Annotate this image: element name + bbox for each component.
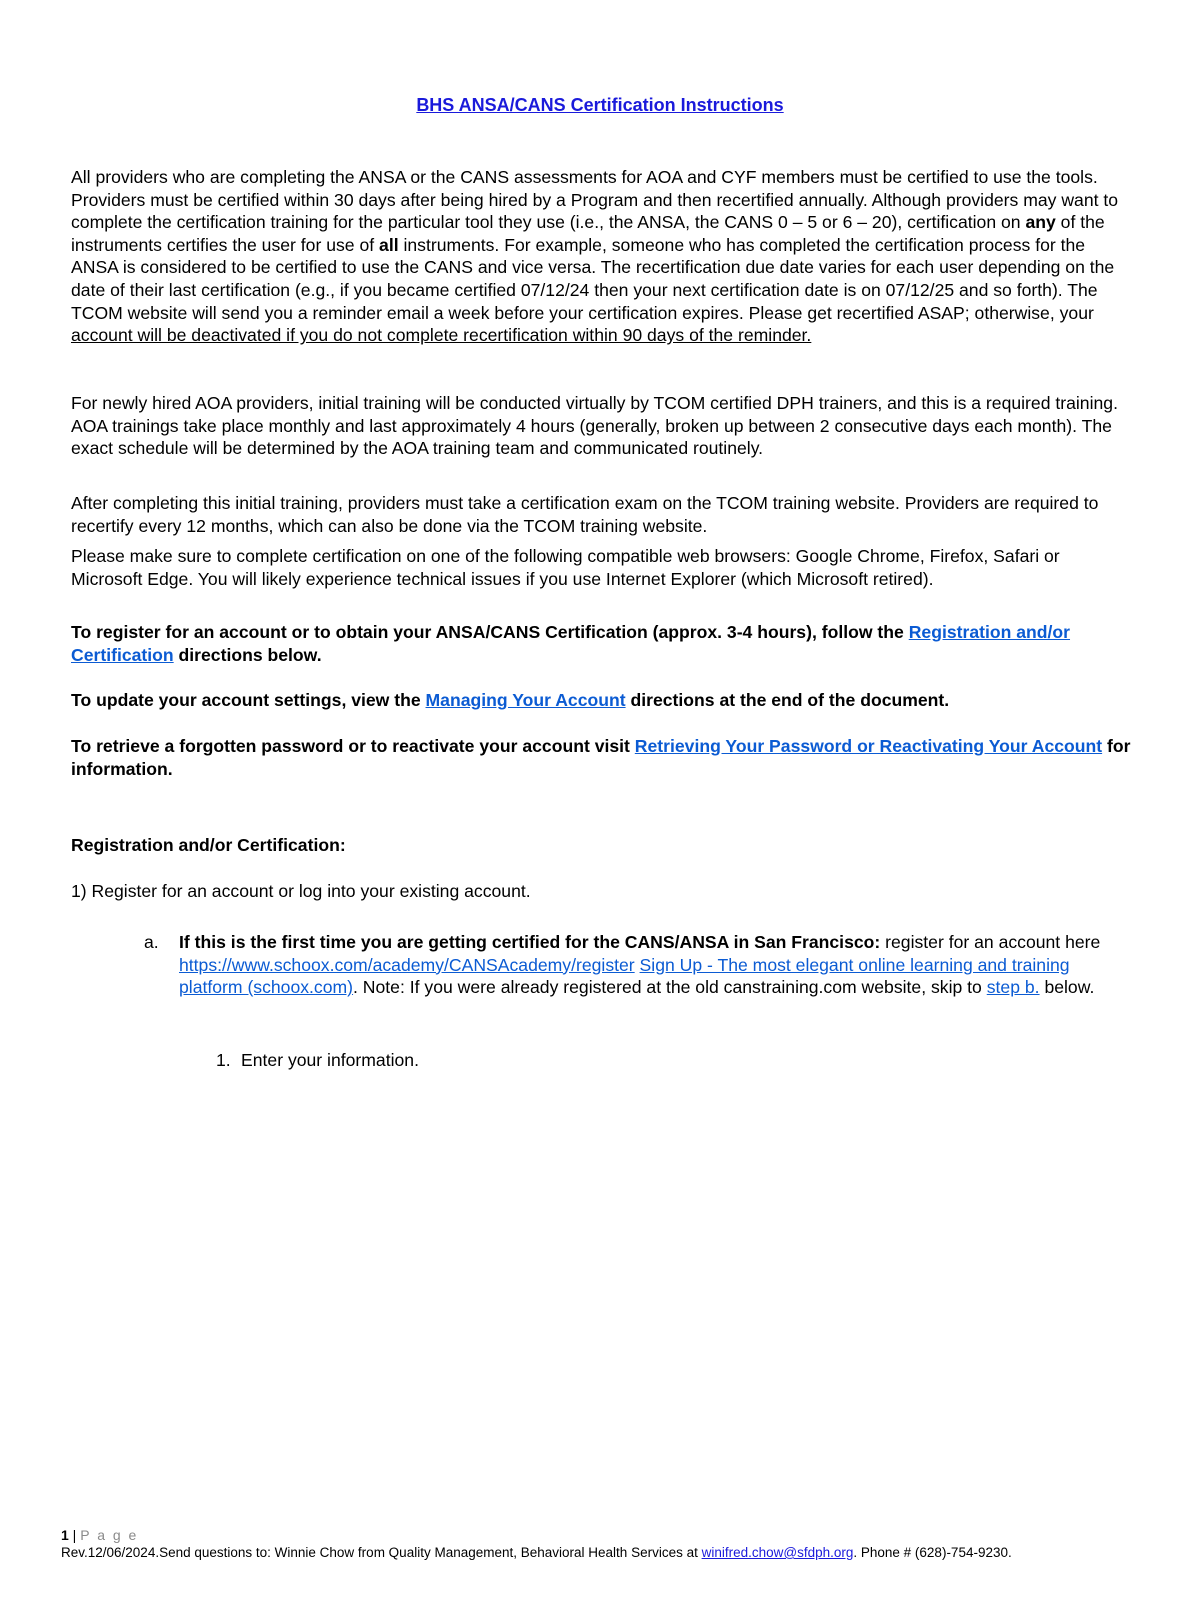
account-post: directions at the end of the document. bbox=[625, 690, 950, 710]
section-heading bbox=[71, 834, 1133, 857]
page-separator: | bbox=[68, 1527, 81, 1543]
list-marker-1: 1. bbox=[216, 1050, 231, 1070]
managing-account-link[interactable]: Managing Your Account bbox=[425, 690, 626, 710]
page-footer bbox=[61, 1526, 1012, 1562]
revision-text: Rev.12/06/2024.Send questions to: Winnie Chow from Quality Management, Behavioral Health Services at bbox=[61, 1545, 702, 1560]
register-instruction bbox=[71, 621, 1133, 666]
password-post: for information. bbox=[71, 736, 1131, 779]
step-one bbox=[71, 880, 1133, 903]
account-pre: To update your account settings, view the bbox=[71, 690, 426, 710]
revision-line bbox=[61, 1544, 1012, 1562]
aoa-training-text: For newly hired AOA providers, initial training will be conducted virtually by TCOM certified DPH trainers, and this is a required training. AOA trainings take place monthly and last approximately 4 hours (generally, broken up between 2 consecutive days each month). The exact schedule will be determined by the AOA training team and communicated routinely. bbox=[71, 393, 1118, 459]
certification-exam-paragraph bbox=[71, 492, 1133, 537]
document-title bbox=[0, 95, 1200, 116]
aoa-training-paragraph bbox=[71, 392, 1133, 460]
step-b-link[interactable]: step b. bbox=[986, 977, 1040, 998]
deactivation-warning: account will be deactivated if you do not complete recertification within 90 days of the reminder. bbox=[71, 325, 812, 346]
first-time-bold: If this is the first time you are getting certified for the CANS/ANSA in San Francisco: bbox=[179, 932, 881, 952]
intro-paragraph bbox=[71, 166, 1133, 347]
browser-paragraph bbox=[71, 545, 1133, 590]
registration-link[interactable]: Registration and/or Certification bbox=[71, 622, 1071, 665]
intro-text-a: All providers who are completing the ANSA or the CANS assessments for AOA and CYF members must be certified to use the tools. Providers must be certified within 30 days after being hired by a Program and then recertified annually. Although providers may want to complete the certification training for the particular tool they use (i.e., the ANSA, the CANS 0 – 5 or 6 – 20), certification on bbox=[71, 167, 1119, 233]
enter-information-text: Enter your information. bbox=[241, 1050, 419, 1070]
section-heading-text: Registration and/or Certification: bbox=[71, 835, 346, 855]
item-a-text-2: . Note: If you were already registered at the old canstraining.com website, skip to bbox=[353, 977, 987, 998]
intro-text-c: instruments. For example, someone who has completed the certification process for the ANSA is considered to be certified to use the CANS and vice versa. The recertification due date varies for each user depending on the date of their last certification (e.g., if you became certified 07/12/24 then your next certification date is on 07/12/25 and so forth). The TCOM website will send you a reminder email a week before your certification expires. Please get recertified ASAP; otherwise, your bbox=[71, 234, 1115, 323]
intro-bold-any: any bbox=[1025, 212, 1056, 233]
item-a-text-1: register for an account here bbox=[880, 932, 1101, 952]
contact-email-link[interactable]: winifred.chow@sfdph.org bbox=[701, 1545, 854, 1560]
list-marker-a: a. bbox=[144, 932, 159, 952]
item-a-text-3: below. bbox=[1039, 977, 1095, 998]
register-pre: To register for an account or to obtain your ANSA/CANS Certification (approx. 3-4 hours), follow the bbox=[71, 622, 909, 642]
phone-text: . Phone # (628)-754-9230. bbox=[853, 1545, 1012, 1560]
browser-text: Please make sure to complete certification on one of the following compatible web browsers: Google Chrome, Firefox, Safari or Microsoft Edge. You will likely experience technical issues if you use Internet Explorer (which Microsoft retired). bbox=[71, 546, 1060, 589]
register-post: directions below. bbox=[173, 644, 322, 665]
password-pre: To retrieve a forgotten password or to reactivate your account visit bbox=[71, 736, 635, 756]
title-link[interactable]: BHS ANSA/CANS Certification Instructions bbox=[416, 95, 784, 115]
step-one-text: 1) Register for an account or log into your existing account. bbox=[71, 881, 531, 901]
retrieve-password-link[interactable]: Retrieving Your Password or Reactivating Your Account bbox=[634, 736, 1103, 756]
certification-exam-text: After completing this initial training, providers must take a certification exam on the TCOM training website. Providers are required to recertify every 12 months, which can also be done via the TCOM training website. bbox=[71, 493, 1099, 536]
intro-bold-all: all bbox=[379, 234, 399, 255]
page-number-value: 1 bbox=[61, 1527, 69, 1543]
list-item-a-text bbox=[179, 931, 1134, 999]
schoox-signup-link[interactable]: Sign Up - The most elegant online learning and training platform (schoox.com) bbox=[179, 954, 1070, 998]
password-instruction bbox=[71, 735, 1133, 780]
page-number bbox=[61, 1526, 1012, 1544]
intro-text-b: of the instruments certifies the user for use of bbox=[71, 212, 1105, 255]
account-settings-instruction bbox=[71, 689, 1133, 712]
schoox-register-url-link[interactable]: https://www.schoox.com/academy/CANSAcademy/register bbox=[179, 954, 635, 975]
page-word: P a g e bbox=[80, 1527, 139, 1543]
